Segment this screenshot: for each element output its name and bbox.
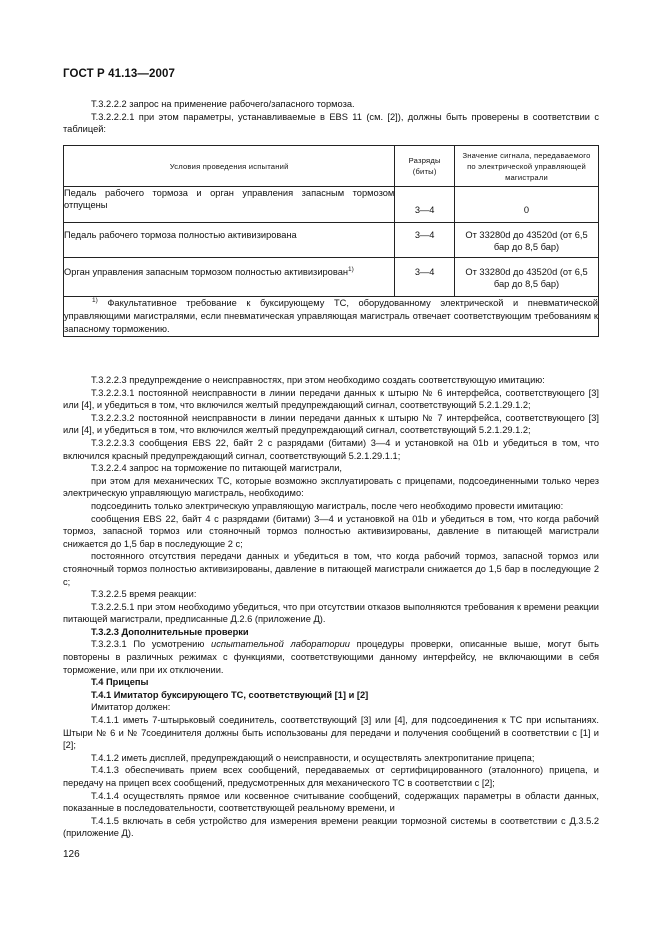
table-cell-condition <box>64 258 395 297</box>
paragraph <box>63 638 599 676</box>
table-footnote-row <box>64 297 599 337</box>
paragraph-text: процедуры проверки, описанные выше, могут быть повторены в различных режимах с функциями, соответствующими данному интерфейсу, не включающими в себя торможение, или при их отключении. <box>63 639 600 675</box>
paragraph: Т.4.1.5 включать в себя устройство для измерения времени реакции тормозной системы в соответствии с Д.3.5.2 (приложение Д). <box>63 815 599 839</box>
paragraph: сообщения EBS 22, байт 4 с разрядами (битами) 3—4 и установкой на 01b и убедиться в том, что когда рабочий тормоз, запасной тормоз или стояночный тормоз полностью активизированы, давление в питающей магистрали снижается до 1,5 бар в последующие 2 с; <box>63 513 599 549</box>
table-cell-bits: 3—4 <box>395 223 455 258</box>
paragraph: Т.4.1.1 иметь 7-штырьковый соединитель, соответствующий [3] или [4], для подсоединения к ТС при испытаниях. Штыри № 6 и № 7соединителя должны быть использованы для передачи и получения сообщений в соответствии с [1] и [2]; <box>63 715 599 751</box>
paragraph: Т.3.2.2.3 предупреждение о неисправностях, при этом необходимо создать соответствующую имитацию: <box>91 375 545 385</box>
table-cell-condition: Педаль рабочего тормоза и орган управления запасным тормозом отпущены <box>64 187 395 223</box>
paragraph: при этом для механических ТС, которые возможно эксплуатировать с прицепами, подсоединенными только через электрическую управляющую магистраль, необходимо: <box>63 475 599 499</box>
paragraph: Т.3.2.2.4 запрос на торможение по питающей магистрали, <box>91 463 342 474</box>
table-cell-value: 0 <box>455 187 599 223</box>
table-cell-value: От 33280d до 43520d (от 6,5 бар до 8,5 бар) <box>455 223 599 258</box>
paragraph: Т.4.1.4 осуществлять прямое или косвенное считывание сообщений, содержащих параметры в области данных, показанные в последовательности, соответствующей реальному времени, и <box>63 790 599 814</box>
document-header: ГОСТ Р 41.13—2007 <box>63 68 175 80</box>
body-text <box>63 374 599 840</box>
paragraph: Т.4.1.2 иметь дисплей, предупреждающий о неисправности, и осуществлять электропитание прицепа; <box>91 752 535 763</box>
emphasis-text: испытательной лаборатории <box>211 639 350 650</box>
section-heading: Т.3.2.3 Дополнительные проверки <box>91 626 249 637</box>
table-row <box>64 223 599 258</box>
intro-paragraph: Т.3.2.2.2 запрос на применение рабочего/запасного тормоза. <box>91 99 355 109</box>
intro-paragraph: Т.3.2.2.2.1 при этом параметры, устанавливаемые в EBS 11 (см. [2]), должны быть проверены в соответствии с таблицей: <box>63 111 599 135</box>
paragraph: Т.3.2.2.3.3 сообщения EBS 22, байт 2 с разрядами (битами) 3—4 и установкой на 01b и убедиться в том, что включился красный предупреждающий сигнал, соответствующий 5.2.1.29.1.1; <box>63 437 599 461</box>
table-cell-value: От 33280d до 43520d (от 6,5 бар до 8,5 бар) <box>455 258 599 297</box>
table-row <box>64 187 599 223</box>
footnote-text: Факультативное требование к буксирующему ТС, оборудованному электрической и пневматической управляющими магистралями, если пневматическая управляющая магистраль отвечает соответствующим требованиям к запасному торможению. <box>64 298 598 334</box>
table-cell-bits: 3—4 <box>395 187 455 223</box>
paragraph: Имитатор должен: <box>91 702 171 713</box>
paragraph: Т.3.2.2.3.2 постоянной неисправности в линии передачи данных к штырю № 7 интерфейса, соответствующего [3] или [4], и убедиться в том, что включился желтый предупреждающий сигнал, соответствующий 5.2.1.29.1.2; <box>63 412 599 436</box>
paragraph: Т.3.2.2.5.1 при этом необходимо убедиться, что при отсутствии отказов выполняются требования к времени реакции питающей магистрали, предписанные Д.2.6 (приложение Д). <box>63 601 599 625</box>
page-number: 126 <box>63 849 80 860</box>
paragraph-text: Т.3.2.3.1 По усмотрению <box>91 639 212 650</box>
footnote-mark: 1) <box>92 296 98 304</box>
paragraph: Т.3.2.2.5 время реакции: <box>91 589 197 600</box>
footnote-reference: 1) <box>348 265 354 273</box>
table-row <box>64 258 599 297</box>
column-header-conditions: Условия проведения испытаний <box>64 146 395 187</box>
table-header-row <box>64 146 599 187</box>
test-conditions-table <box>63 145 599 337</box>
table-cell-bits: 3—4 <box>395 258 455 297</box>
paragraph: Т.3.2.2.3.1 постоянной неисправности в линии передачи данных к штырю № 6 интерфейса, соответствующего [3] или [4], и убедиться в том, что включился желтый предупреждающий сигнал, соответствующий 5.2.1.29.1.2; <box>63 387 599 411</box>
section-heading: Т.4 Прицепы <box>91 677 149 688</box>
intro-block <box>63 98 599 136</box>
table-cell-condition: Педаль рабочего тормоза полностью активизирована <box>64 223 395 258</box>
table-footnote <box>64 297 599 337</box>
column-header-signal-value: Значение сигнала, передаваемого по электрической управляющей магистрали <box>455 146 599 187</box>
paragraph: постоянного отсутствия передачи данных и убедиться в том, что когда рабочий тормоз, запасной тормоз или стояночный тормоз полностью активизированы, давление в питающей магистрали снижается до 1,5 бар в последующие 2 с; <box>63 551 599 587</box>
paragraph: подсоединить только электрическую управляющую магистраль, после чего необходимо провести имитацию: <box>91 500 564 511</box>
paragraph: Т.4.1.3 обеспечивать прием всех сообщений, передаваемых от сертифицированного (эталонного) прицепа, и передачу на прицеп всех сообщений, предусмотренных для механического ТС в соответствии с [2]; <box>63 765 599 788</box>
condition-text: Орган управления запасным тормозом полностью активизирован <box>64 267 348 277</box>
column-header-bits: Разряды (биты) <box>395 146 455 187</box>
section-heading: Т.4.1 Имитатор буксирующего ТС, соответствующий [1] и [2] <box>91 689 369 700</box>
